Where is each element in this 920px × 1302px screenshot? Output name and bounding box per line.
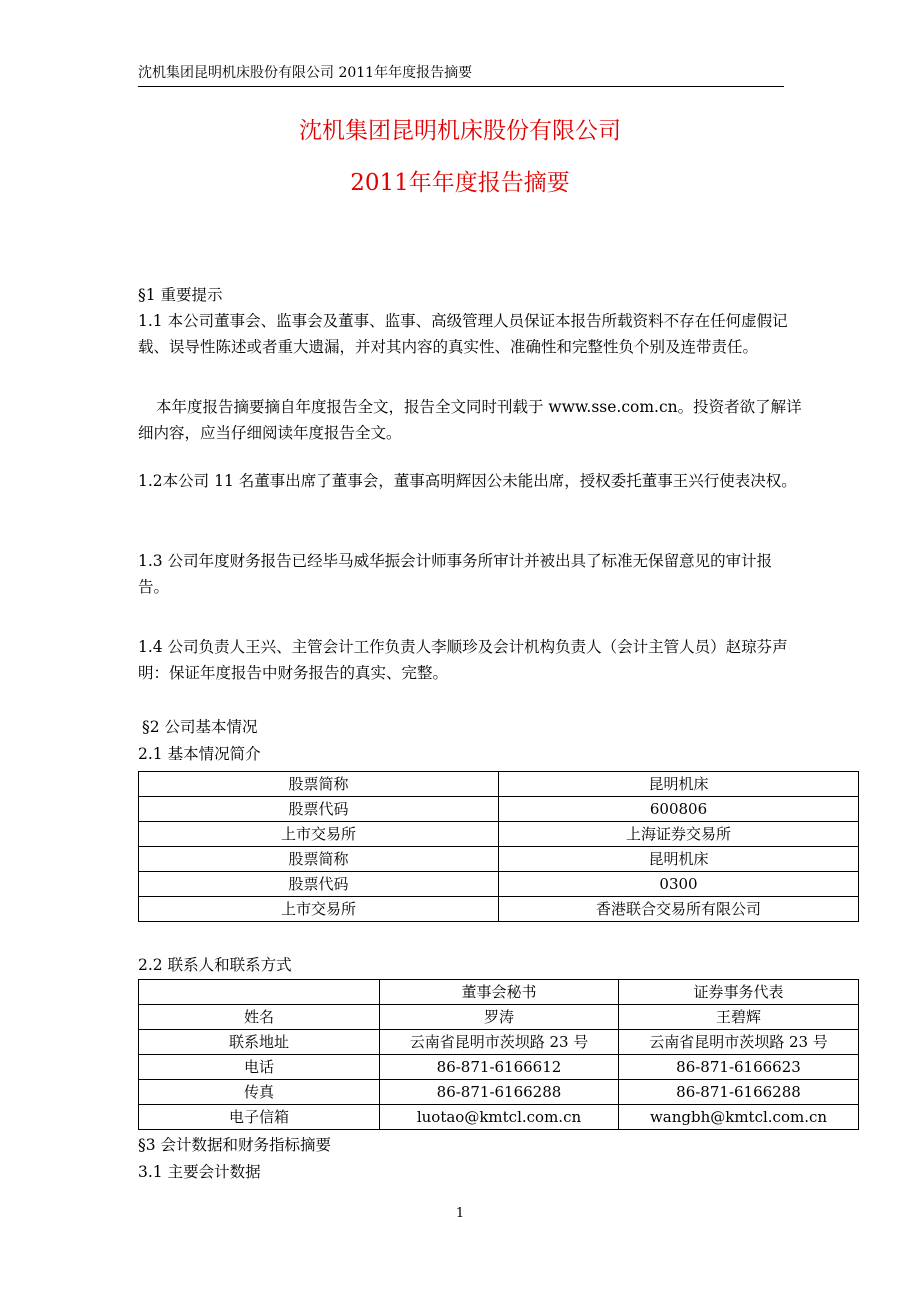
contact-label: 姓名 bbox=[139, 1005, 380, 1030]
table-row bbox=[139, 1005, 859, 1030]
contact-label: 联系地址 bbox=[139, 1030, 380, 1055]
table-row bbox=[139, 797, 859, 822]
title-company: 沈机集团昆明机床股份有限公司 bbox=[299, 118, 621, 144]
contact-header-secretary: 董事会秘书 bbox=[380, 980, 619, 1005]
table-row bbox=[139, 1105, 859, 1130]
contact-label: 传真 bbox=[139, 1080, 380, 1105]
section-1-heading: §1 重要提示 bbox=[138, 286, 223, 304]
table-row bbox=[139, 847, 859, 872]
contact-representative-value: wangbh@kmtcl.com.cn bbox=[619, 1105, 859, 1130]
table-row bbox=[139, 897, 859, 922]
contact-representative-value: 云南省昆明市茨坝路 23 号 bbox=[619, 1030, 859, 1055]
basic-info-value: 昆明机床 bbox=[499, 847, 859, 872]
para-1-4: 1.4 公司负责人王兴、主管会计工作负责人李顺珍及会计机构负责人（会计主管人员）赵琼芬声明：保证年度报告中财务报告的真实、完整。 bbox=[138, 638, 788, 682]
contact-secretary-value: 86-871-6166612 bbox=[380, 1055, 619, 1080]
contact-representative-value: 王碧辉 bbox=[619, 1005, 859, 1030]
table-row bbox=[139, 1080, 859, 1105]
contact-representative-value: 86-871-6166288 bbox=[619, 1080, 859, 1105]
para-1-2: 1.2本公司 11 名董事出席了董事会，董事高明辉因公未能出席，授权委托董事王兴行使表决权。 bbox=[138, 472, 797, 490]
subsection-3-1: 3.1 主要会计数据 bbox=[138, 1163, 261, 1181]
section-3-heading: §3 会计数据和财务指标摘要 bbox=[138, 1136, 332, 1154]
contact-secretary-value: 86-871-6166288 bbox=[380, 1080, 619, 1105]
contact-table bbox=[138, 979, 859, 1130]
basic-info-value: 600806 bbox=[499, 797, 859, 822]
basic-info-label: 股票代码 bbox=[139, 797, 499, 822]
contact-representative-value: 86-871-6166623 bbox=[619, 1055, 859, 1080]
para-1-1: 1.1 本公司董事会、监事会及董事、监事、高级管理人员保证本报告所载资料不存在任何虚假记载、误导性陈述或者重大遗漏，并对其内容的真实性、准确性和完整性负个别及连带责任。 bbox=[138, 312, 788, 356]
basic-info-table bbox=[138, 771, 859, 922]
contact-label: 电话 bbox=[139, 1055, 380, 1080]
contact-label: 电子信箱 bbox=[139, 1105, 380, 1130]
contact-secretary-value: 云南省昆明市茨坝路 23 号 bbox=[380, 1030, 619, 1055]
page-number: 1 bbox=[455, 1206, 465, 1221]
contact-secretary-value: 罗涛 bbox=[380, 1005, 619, 1030]
subsection-2-1: 2.1 基本情况简介 bbox=[138, 745, 261, 763]
section-2-heading: §2 公司基本情况 bbox=[142, 718, 258, 736]
basic-info-label: 股票简称 bbox=[139, 847, 499, 872]
contact-header-row bbox=[139, 980, 859, 1005]
basic-info-value: 0300 bbox=[499, 872, 859, 897]
contact-header-blank bbox=[139, 980, 380, 1005]
contact-secretary-value: luotao@kmtcl.com.cn bbox=[380, 1105, 619, 1130]
basic-info-label: 上市交易所 bbox=[139, 897, 499, 922]
basic-info-value: 昆明机床 bbox=[499, 772, 859, 797]
basic-info-value: 上海证券交易所 bbox=[499, 822, 859, 847]
contact-header-representative: 证券事务代表 bbox=[619, 980, 859, 1005]
running-header: 沈机集团昆明机床股份有限公司 2011年年度报告摘要 bbox=[138, 64, 784, 87]
title-report: 2011年年度报告摘要 bbox=[350, 170, 570, 196]
table-row bbox=[139, 1055, 859, 1080]
basic-info-label: 股票简称 bbox=[139, 772, 499, 797]
table-row bbox=[139, 872, 859, 897]
para-1-3: 1.3 公司年度财务报告已经毕马威华振会计师事务所审计并被出具了标准无保留意见的审计报告。 bbox=[138, 552, 773, 596]
para-1-1b: 本年度报告摘要摘自年度报告全文，报告全文同时刊载于 www.sse.com.cn。投资者欲了解详细内容，应当仔细阅读年度报告全文。 bbox=[138, 398, 802, 442]
table-row bbox=[139, 772, 859, 797]
table-row bbox=[139, 822, 859, 847]
subsection-2-2: 2.2 联系人和联系方式 bbox=[138, 956, 292, 974]
basic-info-label: 上市交易所 bbox=[139, 822, 499, 847]
basic-info-label: 股票代码 bbox=[139, 872, 499, 897]
table-row bbox=[139, 1030, 859, 1055]
basic-info-value: 香港联合交易所有限公司 bbox=[499, 897, 859, 922]
